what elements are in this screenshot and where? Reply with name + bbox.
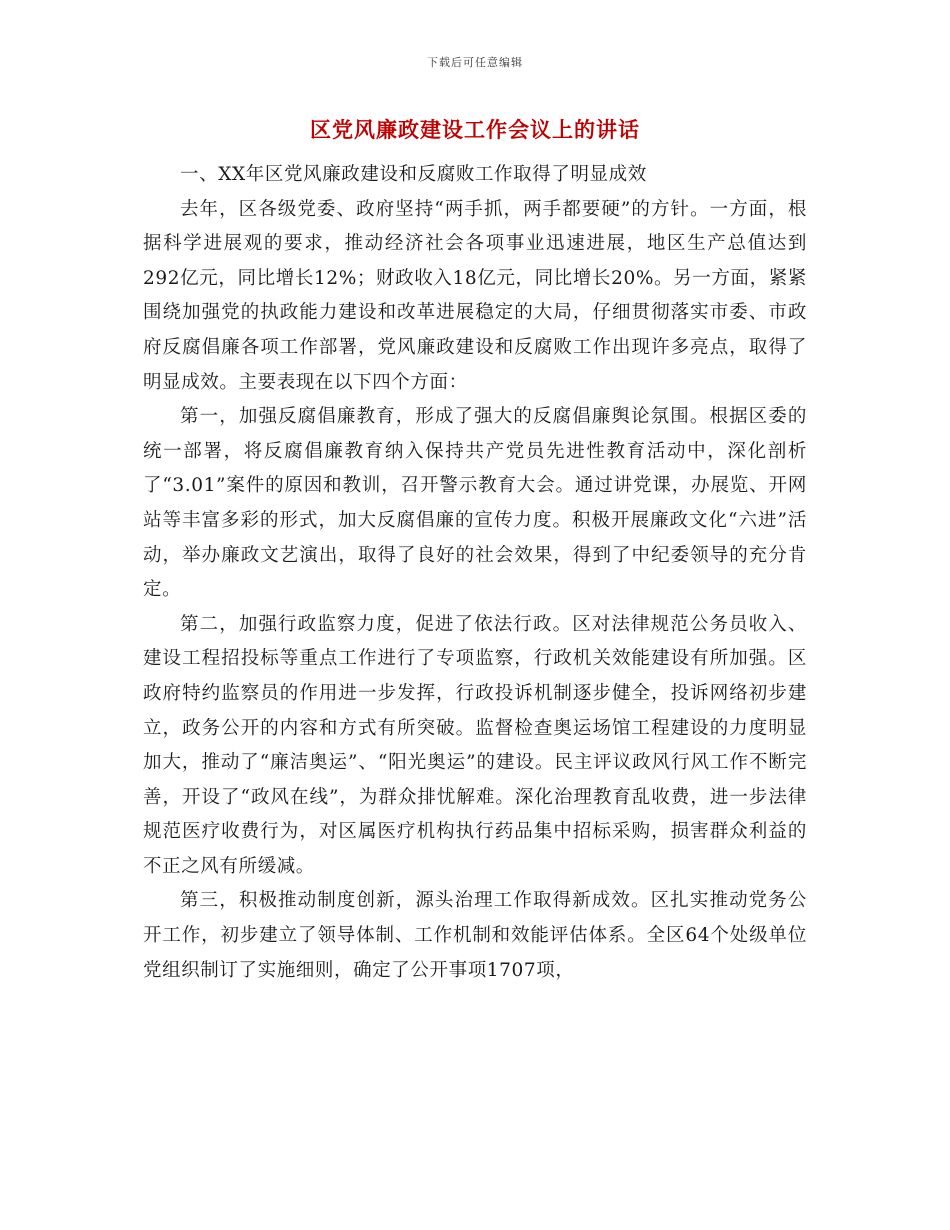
paragraph-intro: 去年，区各级党委、政府坚持“两手抓，两手都要硬”的方针。一方面，根据科学进展观的要求，推动经济社会各项事业迅速进展，地区生产总值达到292亿元，同比增长12%；财政收入18亿元，同比增长20%。另一方面，紧紧围绕加强党的执政能力建设和改革进展稳定的大局，仔细贯彻落实市委、市政府反腐倡廉各项工作部署，党风廉政建设和反腐败工作出现许多亮点，取得了明显成效。主要表现在以下四个方面： [143,198,807,393]
header-note: 下载后可任意编辑 [427,56,523,69]
document-title: 区党风廉政建设工作会议上的讲话 [310,117,640,142]
paragraph-first: 第一，加强反腐倡廉教育，形成了强大的反腐倡廉舆论氛围。根据区委的统一部署，将反腐倡廉教育纳入保持共产党员先进性教育活动中，深化剖析了“3.01”案件的原因和教训，召开警示教育大会。通过讲党课，办展览、开网站等丰富多彩的形式，加大反腐倡廉的宣传力度。积极开展廉政文化“六进”活动，举办廉政文艺演出，取得了良好的社会效果，得到了中纪委领导的充分肯定。 [143,406,807,601]
paragraph-third: 第三，积极推动制度创新，源头治理工作取得新成效。区扎实推动党务公开工作，初步建立了领导体制、工作机制和效能评估体系。全区64个处级单位党组织制订了实施细则，确定了公开事项1707项， [143,890,807,981]
paragraph-second: 第二，加强行政监察力度，促进了依法行政。区对法律规范公务员收入、建设工程招投标等重点工作进行了专项监察，行政机关效能建设有所加强。区政府特约监察员的作用进一步发挥，行政投诉机制逐步健全，投诉网络初步建立，政务公开的内容和方式有所突破。监督检查奥运场馆工程建设的力度明显加大，推动了“廉洁奥运”、“阳光奥运”的建设。民主评议政风行风工作不断完善，开设了“政风在线”，为群众排忧解难。深化治理教育乱收费，进一步法律规范医疗收费行为，对区属医疗机构执行药品集中招标采购，损害群众利益的不正之风有所缓减。 [143,613,807,877]
section-heading: 一、XX年区党风廉政建设和反腐败工作取得了明显成效 [180,164,647,185]
document-body [143,158,807,988]
